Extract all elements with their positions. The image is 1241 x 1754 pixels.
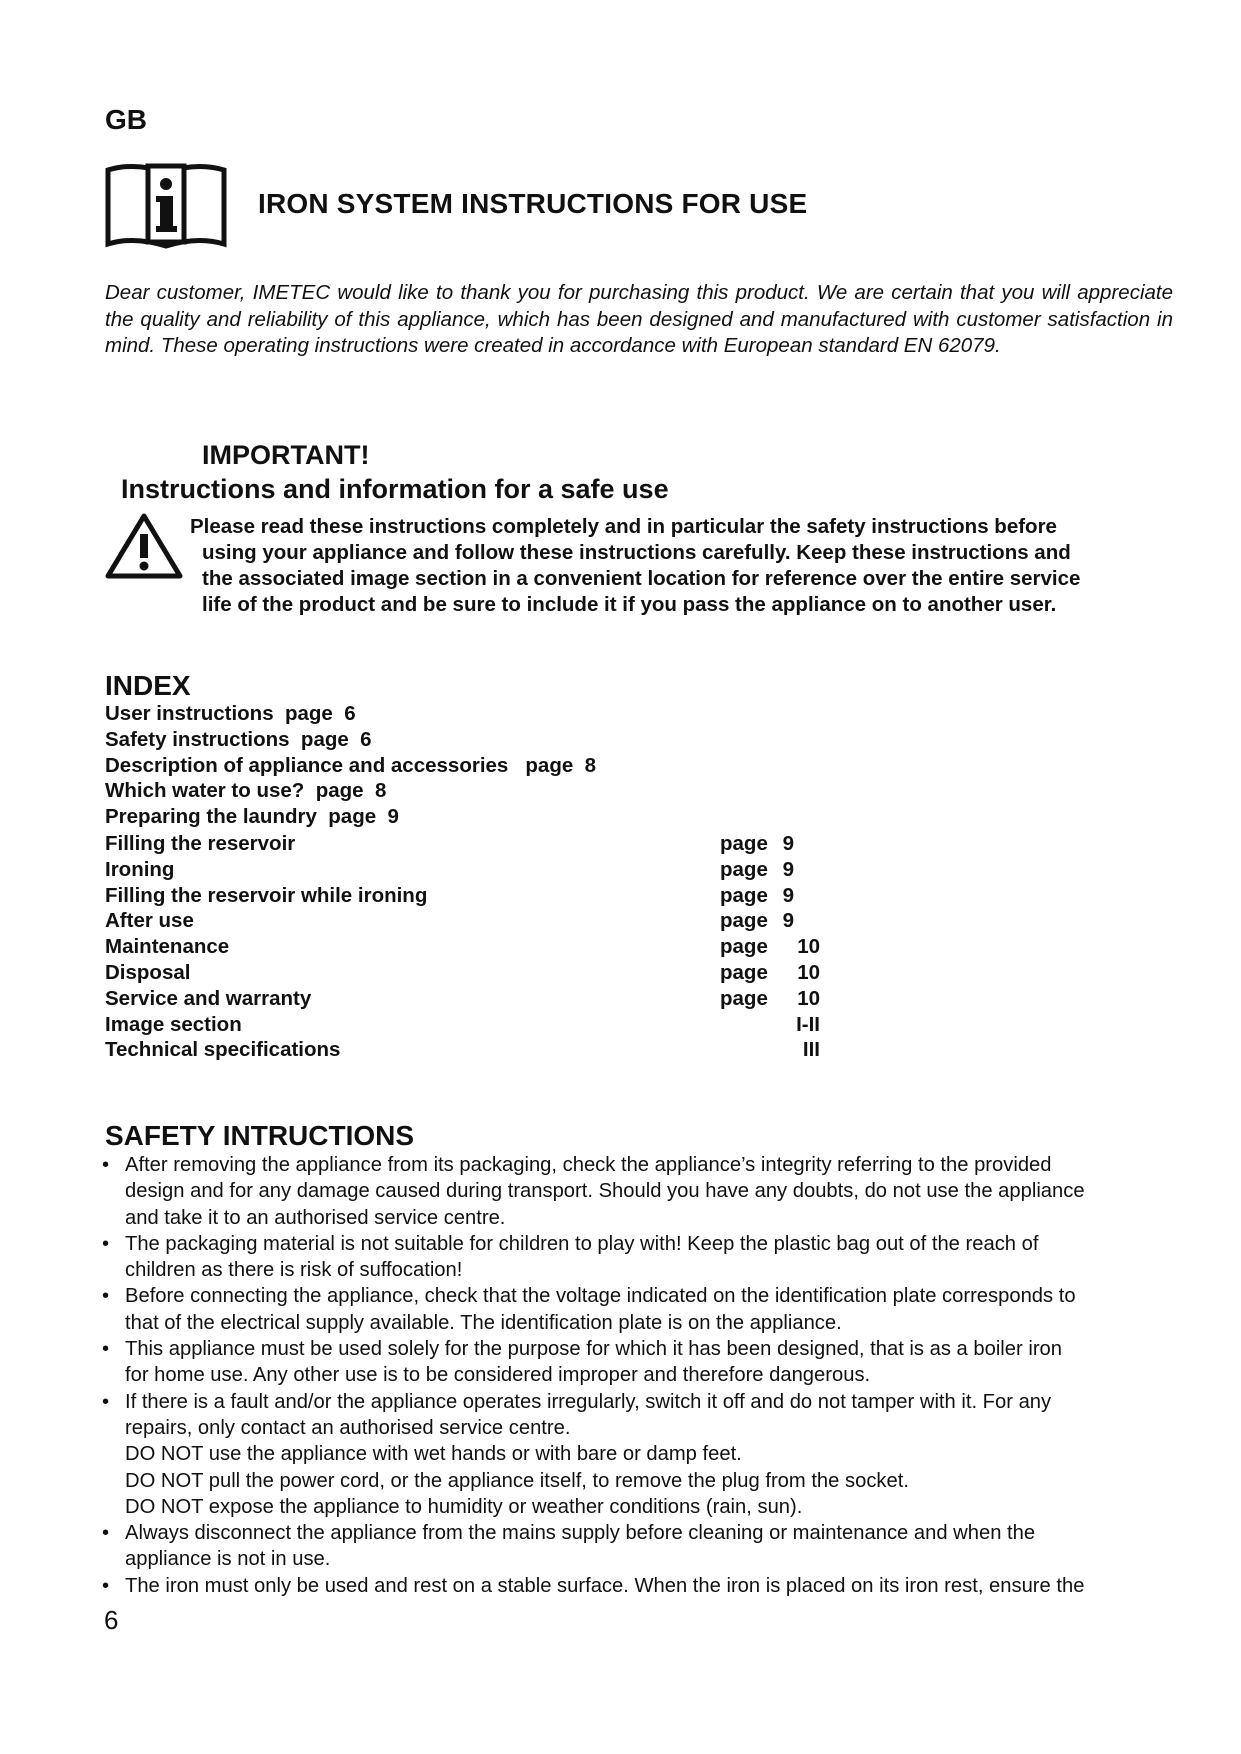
important-line: Please read these instructions completely and in particular the safety instructions before <box>190 515 1057 538</box>
index-entry-page-number: I-II <box>796 1013 820 1036</box>
index-entry: Which water to use? page 8 <box>105 779 387 802</box>
index-entry-page-word: page <box>720 935 768 958</box>
intro-paragraph: Dear customer, IMETEC would like to thank you for purchasing this product. We are certain that you will appreciate the quality and reliability of this appliance, which has been designed and manufactured with customer satisfaction in mind. These operating instructions were created in accordance with European standard EN 62079. <box>105 281 1173 357</box>
safety-list <box>100 1152 1180 1599</box>
index-entry-page-number: 9 <box>782 884 794 907</box>
info-book-icon <box>104 160 228 255</box>
index-entry-page-word: page <box>720 987 768 1010</box>
safety-item: • The iron must only be used and rest on a stable surface. When the iron is placed on its iron rest, ensure the <box>100 1573 1180 1599</box>
page-number: 6 <box>104 1605 119 1635</box>
index-entry-page-number: 10 <box>797 961 820 984</box>
warning-triangle-icon <box>104 510 184 587</box>
important-line: life of the product and be sure to include it if you pass the appliance on to another user. <box>202 593 1057 616</box>
index-entry-page-number: 10 <box>797 987 820 1010</box>
index-entry-label: Service and warranty <box>105 987 312 1010</box>
important-subheading: Instructions and information for a safe use <box>121 474 669 504</box>
index-entry-page-number: III <box>802 1038 820 1061</box>
index-entry-page-word: page <box>720 884 768 907</box>
index-entry-page-number: 9 <box>782 858 794 881</box>
index-heading: INDEX <box>105 670 191 701</box>
index-entry-label: Technical specifications <box>105 1038 341 1061</box>
language-code: GB <box>105 104 147 135</box>
index-entry-label: Maintenance <box>105 935 230 958</box>
safety-item: • After removing the appliance from its packaging, check the appliance’s integrity referring to the provided design and for any damage caused during transport. Should you have any doubts, do not use the appliance and take it to an authorised service centre. <box>102 1154 1085 1229</box>
do-not-line: DO NOT use the appliance with wet hands or with bare or damp feet. <box>125 1443 742 1466</box>
bullet: • <box>102 1154 110 1176</box>
index-entry-page-number: 10 <box>797 935 820 958</box>
bullet: • <box>102 1285 110 1308</box>
important-line: using your appliance and follow these instructions carefully. Keep these instructions and <box>202 541 1071 564</box>
do-not-line: DO NOT expose the appliance to humidity or weather conditions (rain, sun). <box>125 1495 803 1518</box>
index-entry: User instructions page 6 <box>105 702 356 725</box>
important-line: the associated image section in a convenient location for reference over the entire service <box>202 567 1081 590</box>
bullet: • <box>102 1338 110 1361</box>
index-entry-label: After use <box>105 909 194 932</box>
important-heading: IMPORTANT! <box>202 440 370 470</box>
bullet: • <box>102 1522 110 1545</box>
index-entry-label: Ironing <box>105 858 175 881</box>
index-entry-page-word: page <box>720 832 768 855</box>
index-entry-page-word: page <box>720 909 768 932</box>
index-entry-label: Filling the reservoir while ironing <box>105 884 428 907</box>
index-entry-page-number: 9 <box>782 909 794 932</box>
bullet: • <box>102 1232 110 1255</box>
index-entry: Description of appliance and accessories page 8 <box>105 754 597 777</box>
safety-heading: SAFETY INTRUCTIONS <box>105 1120 415 1151</box>
index-entry-label: Image section <box>105 1013 242 1036</box>
do-not-line: DO NOT pull the power cord, or the appliance itself, to remove the plug from the socket. <box>125 1469 909 1492</box>
safety-item: • Always disconnect the appliance from the mains supply before cleaning or maintenance and when the appliance is not in use. <box>102 1522 1036 1571</box>
index-entry-label: Disposal <box>105 961 191 984</box>
index-entry: Safety instructions page 6 <box>105 728 372 751</box>
safety-item: • This appliance must be used solely for the purpose for which it has been designed, that is as a boiler iron for home use. Any other use is to be considered improper and therefore dangerous. <box>102 1338 1063 1387</box>
bullet: • <box>102 1390 110 1413</box>
index-entry-page-word: page <box>720 961 768 984</box>
index-entry-label: Filling the reservoir <box>105 832 296 855</box>
index-entry: Preparing the laundry page 9 <box>105 805 399 828</box>
document-title: IRON SYSTEM INSTRUCTIONS FOR USE <box>258 188 808 219</box>
safety-item: • The packaging material is not suitable for children to play with! Keep the plastic bag out of the reach of children as there is risk of suffocation! <box>102 1232 1039 1282</box>
important-instructions <box>190 514 1162 618</box>
index-entry-page-number: 9 <box>782 832 794 855</box>
safety-item: • Before connecting the appliance, check that the voltage indicated on the identification plate corresponds to that of the electrical supply available. The identification plate is on the appliance. <box>102 1285 1076 1334</box>
bullet: • <box>102 1574 110 1597</box>
index-entry-page-word: page <box>720 858 768 881</box>
safety-item: • If there is a fault and/or the appliance operates irregularly, switch it off and do not tamper with it. For any repairs, only contact an authorised service centre. <box>102 1390 1052 1439</box>
